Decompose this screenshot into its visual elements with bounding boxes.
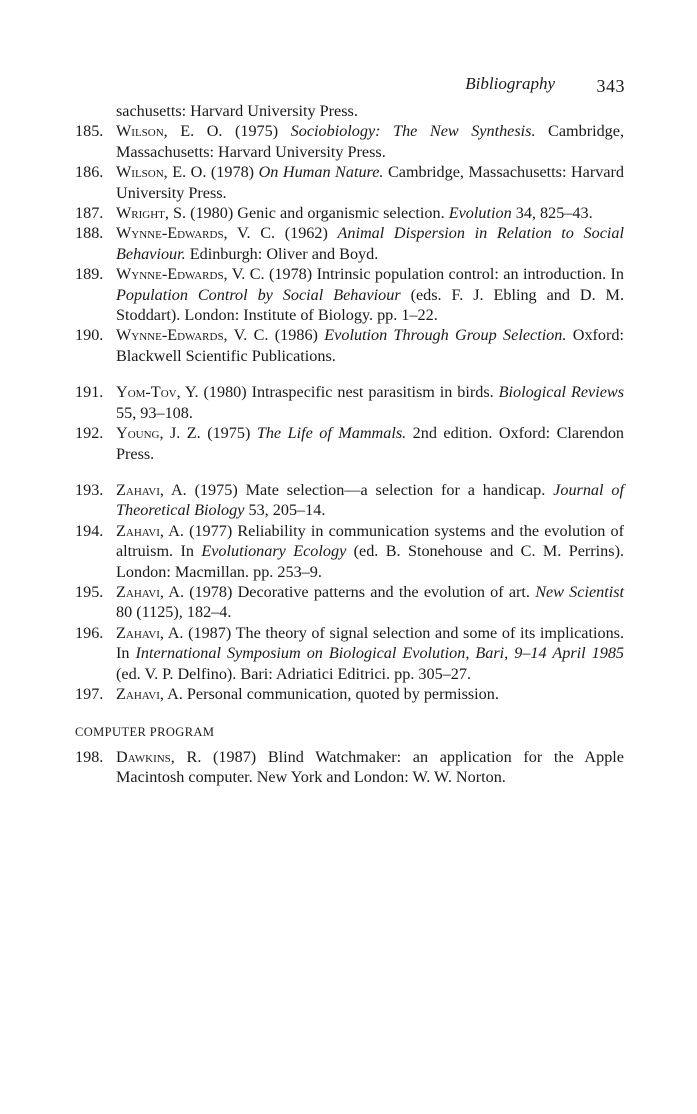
entry-number: 197. bbox=[75, 684, 104, 703]
entry-journal: New Scientist bbox=[535, 582, 625, 601]
bib-entry-188 bbox=[0, 223, 624, 264]
entry-volume-pages: 34, 825–43. bbox=[515, 204, 593, 223]
entry-year: (1986) bbox=[274, 326, 318, 345]
entry-author: Yom-Tov, Y. bbox=[116, 383, 199, 402]
entry-volume-pages: 53, 205–14. bbox=[248, 501, 326, 520]
entry-book-title: International Symposium on Biological Evolution, Bari, 9–14 April 1985 bbox=[135, 644, 625, 663]
entry-year: (1987) bbox=[188, 623, 232, 642]
bib-entry-196 bbox=[0, 623, 624, 684]
entry-author: Zahavi, A. bbox=[116, 521, 184, 540]
entry-publisher: Cambridge, Massachusetts: Harvard University Press. bbox=[116, 122, 625, 161]
entry-year: (1980) bbox=[190, 204, 234, 223]
entry-article-title: Decorative patterns and the evolution of art. bbox=[237, 582, 530, 601]
entry-publisher: (eds. F. J. Ebling and D. M. Stoddart). London: Institute of Biology. pp. 1–22. bbox=[116, 285, 624, 325]
entry-publisher: 2nd edition. Oxford: Clarendon Press. bbox=[116, 424, 625, 463]
entry-number: 189. bbox=[75, 265, 104, 284]
entry-title: Animal Dispersion in Relation to Social Behaviour. bbox=[116, 224, 624, 263]
entry-publisher: Edinburgh: Oliver and Boyd. bbox=[189, 244, 379, 263]
entry-article-title: Mate selection—a selection for a handicap. bbox=[245, 480, 546, 499]
entry-number: 198. bbox=[75, 747, 104, 766]
entry-year: (1975) bbox=[207, 424, 251, 443]
entry-article-title: Genic and organismic selection. bbox=[237, 204, 445, 223]
entry-journal: Evolution bbox=[448, 204, 512, 223]
entry-article-title: Intraspecific nest parasitism in birds. bbox=[251, 383, 494, 402]
bib-entry-185 bbox=[0, 121, 624, 162]
entry-year: (1977) bbox=[189, 521, 233, 540]
entry-number: 194. bbox=[75, 521, 104, 540]
entry-journal: Biological Reviews bbox=[498, 383, 624, 402]
entry-number: 186. bbox=[75, 163, 104, 182]
entry-year: (1962) bbox=[284, 224, 328, 243]
entry-note: Personal communication, quoted by permission. bbox=[186, 684, 499, 703]
entry-year: (1978) bbox=[210, 163, 255, 182]
entry-author: Young, J. Z. bbox=[116, 424, 201, 443]
entry-title: Evolution Through Group Selection. bbox=[324, 326, 567, 345]
bib-entry-191 bbox=[0, 382, 624, 423]
entry-article-title: Reliability in communication systems and the evolution of altruism. In bbox=[116, 521, 624, 561]
entry-author: Zahavi, A. bbox=[116, 623, 184, 642]
entry-number: 192. bbox=[75, 424, 104, 443]
entry-publisher: Oxford: Blackwell Scientific Publications. bbox=[116, 326, 624, 365]
entry-author: Wynne-Edwards, V. C. bbox=[116, 224, 276, 243]
entry-book-title: Population Control by Social Behaviour bbox=[116, 285, 401, 304]
entry-author: Zahavi, A. bbox=[116, 684, 183, 703]
entry-author: Dawkins, R. bbox=[116, 747, 202, 766]
entry-publisher: (ed. V. P. Delfino). Bari: Adriatici Editrici. pp. 305–27. bbox=[116, 664, 472, 683]
bib-entry-198 bbox=[0, 747, 624, 788]
bib-entry-192 bbox=[0, 423, 624, 464]
bib-entry-193 bbox=[0, 480, 624, 521]
entry-number: 196. bbox=[75, 623, 104, 642]
entry-publisher: Cambridge, Massachusetts: Harvard University Press. bbox=[116, 163, 625, 202]
entry-author: Wilson, E. O. bbox=[116, 122, 223, 141]
entry-year: (1978) bbox=[189, 582, 233, 601]
entry-volume-pages: 80 (1125), 182–4. bbox=[116, 603, 232, 622]
bib-entry-194 bbox=[0, 521, 624, 582]
bib-entry-187 bbox=[0, 203, 624, 223]
entry-number: 185. bbox=[75, 122, 104, 141]
entry-author: Zahavi, A. bbox=[116, 480, 187, 499]
running-header bbox=[0, 72, 697, 98]
entry-number: 195. bbox=[75, 582, 104, 601]
entry-number: 188. bbox=[75, 224, 104, 243]
entry-number: 193. bbox=[75, 480, 104, 499]
section-heading: COMPUTER PROGRAM bbox=[75, 725, 215, 740]
bib-entry-190 bbox=[0, 325, 624, 366]
entry-author: Zahavi, A. bbox=[116, 582, 185, 601]
running-title: Bibliography bbox=[465, 74, 555, 93]
entry-year: (1978) bbox=[269, 265, 313, 284]
page-number: 343 bbox=[596, 76, 625, 96]
bib-entry-195 bbox=[0, 582, 624, 623]
entry-title: The Life of Mammals. bbox=[256, 424, 407, 443]
entry-year: (1975) bbox=[194, 480, 238, 499]
entry-book-title: Evolutionary Ecology bbox=[201, 542, 347, 561]
entry-publisher: (ed. B. Stonehouse and C. M. Perrins). London: Macmillan. pp. 253–9. bbox=[116, 542, 625, 581]
bib-entry-186 bbox=[0, 162, 624, 203]
entry-number: 190. bbox=[75, 326, 104, 345]
entry-author: Wynne-Edwards, V. C. bbox=[116, 326, 269, 345]
entry-volume-pages: 55, 93–108. bbox=[116, 403, 193, 422]
entry-author: Wilson, E. O. bbox=[116, 163, 207, 182]
entry-article-title: Intrinsic population control: an introduction. In bbox=[316, 265, 625, 284]
entry-description: Blind Watchmaker: an application for the Apple Macintosh computer. New York and London: W. W. Norton. bbox=[116, 747, 624, 787]
bibliography-body bbox=[0, 101, 697, 788]
bib-entry-197 bbox=[0, 684, 624, 704]
entry-year: (1975) bbox=[234, 122, 279, 141]
entry-year: (1980) bbox=[203, 383, 247, 402]
entry-author: Wright, S. bbox=[116, 204, 187, 223]
entry-title: On Human Nature. bbox=[258, 163, 384, 182]
entry-title: Sociobiology: The New Synthesis. bbox=[290, 122, 536, 141]
continuation-line: sachusetts: Harvard University Press. bbox=[116, 102, 358, 120]
entry-author: Wynne-Edwards, V. C. bbox=[116, 265, 265, 284]
entry-number: 191. bbox=[75, 383, 104, 402]
entry-number: 187. bbox=[75, 204, 104, 223]
bib-entry-189 bbox=[0, 264, 624, 325]
entry-article-title: The theory of signal selection and some of its implications. In bbox=[116, 623, 625, 663]
entry-year: (1987) bbox=[213, 747, 257, 766]
entry-journal: Journal of Theoretical Biology bbox=[116, 480, 625, 520]
